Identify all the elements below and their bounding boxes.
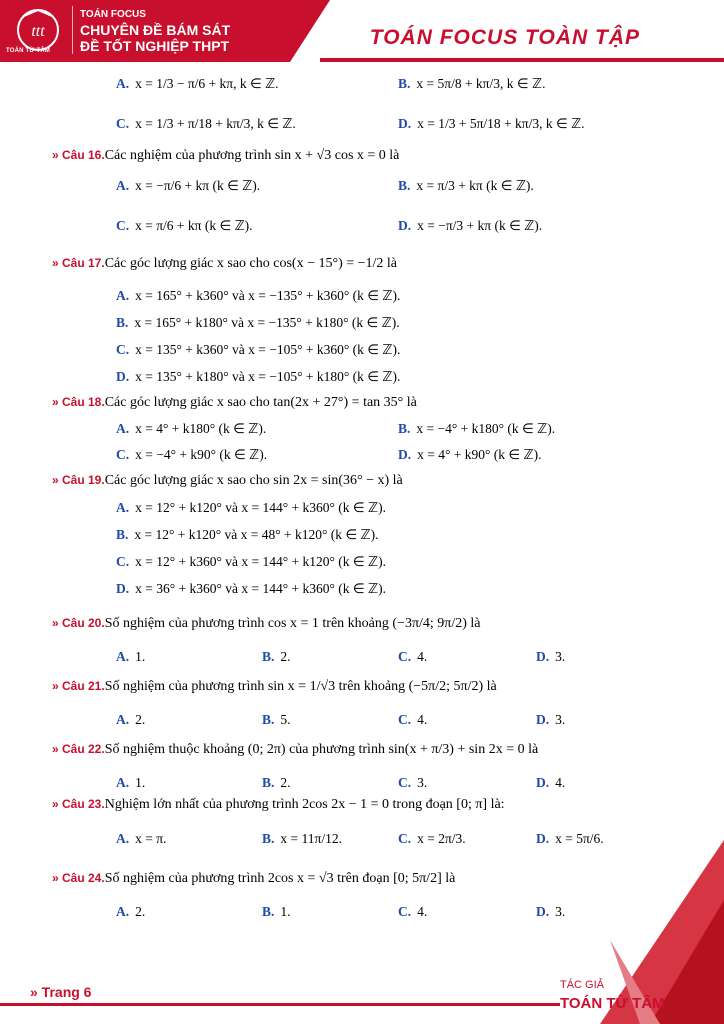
question-23: » Câu 23.Nghiệm lớn nhất của phương trình 2cos 2x − 1 = 0 trong đoạn [0; π] là: (52, 797, 505, 812)
q20-option-c: C. 4. (398, 649, 428, 664)
question-17: » Câu 17.Các góc lượng giác x sao cho cos(x − 15°) = −1/2 là (52, 256, 398, 271)
option-top-b: B. x = 5π/8 + kπ/3, k ∈ ℤ. (398, 76, 546, 91)
q24-option-c: C. 4. (398, 904, 428, 919)
q19-option-b: B. x = 12° + k120° và x = 48° + k120° (k ∈ ℤ). (116, 527, 379, 542)
q20-option-a: A. 1. (116, 649, 146, 664)
q21-option-d: D. 3. (536, 712, 566, 727)
q18-option-d: D. x = 4° + k90° (k ∈ ℤ). (398, 447, 542, 462)
q21-option-c: C. 4. (398, 712, 428, 727)
question-16: » Câu 16.Các nghiệm của phương trình sin x + √3 cos x = 0 là (52, 148, 400, 163)
author-name: TOÁN TỪ TÂM (560, 995, 665, 1012)
q17-option-a: A. x = 165° + k360° và x = −135° + k360° (k ∈ ℤ). (116, 288, 401, 303)
q16-option-d: D. x = −π/3 + kπ (k ∈ ℤ). (398, 218, 543, 233)
q18-option-b: B. x = −4° + k180° (k ∈ ℤ). (398, 421, 556, 436)
q16-option-a: A. x = −π/6 + kπ (k ∈ ℤ). (116, 178, 261, 193)
q24-option-d: D. 3. (536, 904, 566, 919)
option-top-a: A. x = 1/3 − π/6 + kπ, k ∈ ℤ. (116, 76, 279, 91)
q18-option-c: C. x = −4° + k90° (k ∈ ℤ). (116, 447, 268, 462)
q20-option-b: B. 2. (262, 649, 291, 664)
footer-rule (0, 1003, 560, 1006)
q17-option-c: C. x = 135° + k360° và x = −105° + k360° (k ∈ ℤ). (116, 342, 401, 357)
brand-line-2: CHUYÊN ĐỀ BÁM SÁT (80, 22, 231, 38)
svg-text:ttt: ttt (31, 23, 45, 40)
q22-option-c: C. 3. (398, 775, 428, 790)
q23-option-d: D. x = 5π/6. (536, 831, 604, 846)
q24-option-b: B. 1. (262, 904, 291, 919)
option-top-c: C. x = 1/3 + π/18 + kπ/3, k ∈ ℤ. (116, 116, 296, 131)
q21-option-a: A. 2. (116, 712, 146, 727)
question-19: » Câu 19.Các góc lượng giác x sao cho sin 2x = sin(36° − x) là (52, 473, 403, 488)
q22-option-d: D. 4. (536, 775, 566, 790)
author-tag: TÁC GIẢ (560, 979, 605, 991)
option-top-d: D. x = 1/3 + 5π/18 + kπ/3, k ∈ ℤ. (398, 116, 585, 131)
question-20: » Câu 20.Số nghiệm của phương trình cos x = 1 trên khoảng (−3π/4; 9π/2) là (52, 616, 481, 631)
q22-option-a: A. 1. (116, 775, 146, 790)
logo-caption: TOÁN TỪ TÂM (6, 48, 51, 54)
q22-option-b: B. 2. (262, 775, 291, 790)
brand-line-1: TOÁN FOCUS (80, 9, 146, 20)
q23-option-b: B. x = 11π/12. (262, 831, 342, 846)
q23-option-c: C. x = 2π/3. (398, 831, 466, 846)
q19-option-a: A. x = 12° + k120° và x = 144° + k360° (k ∈ ℤ). (116, 500, 386, 515)
q24-option-a: A. 2. (116, 904, 146, 919)
q16-option-b: B. x = π/3 + kπ (k ∈ ℤ). (398, 178, 534, 193)
q21-option-b: B. 5. (262, 712, 291, 727)
q16-option-c: C. x = π/6 + kπ (k ∈ ℤ). (116, 218, 253, 233)
question-24: » Câu 24.Số nghiệm của phương trình 2cos x = √3 trên đoạn [0; 5π/2] là (52, 871, 456, 886)
q19-option-d: D. x = 36° + k360° và x = 144° + k360° (k ∈ ℤ). (116, 581, 386, 596)
question-18: » Câu 18.Các góc lượng giác x sao cho tan(2x + 27°) = tan 35° là (52, 395, 417, 410)
q18-option-a: A. x = 4° + k180° (k ∈ ℤ). (116, 421, 267, 436)
q17-option-d: D. x = 135° + k180° và x = −105° + k180° (k ∈ ℤ). (116, 369, 401, 384)
question-22: » Câu 22.Số nghiệm thuộc khoảng (0; 2π) của phương trình sin(x + π/3) + sin 2x = 0 là (52, 742, 539, 757)
brand-line-3: ĐỀ TỐT NGHIỆP THPT (80, 38, 230, 54)
q19-option-c: C. x = 12° + k360° và x = 144° + k120° (k ∈ ℤ). (116, 554, 386, 569)
q17-option-b: B. x = 165° + k180° và x = −135° + k180° (k ∈ ℤ). (116, 315, 400, 330)
q20-option-d: D. 3. (536, 649, 566, 664)
book-title: TOÁN FOCUS TOÀN TẬP (369, 26, 640, 49)
question-21: » Câu 21.Số nghiệm của phương trình sin x = 1/√3 trên khoảng (−5π/2; 5π/2) là (52, 679, 497, 694)
page-number: » Trang 6 (30, 984, 92, 1000)
q23-option-a: A. x = π. (116, 831, 167, 846)
